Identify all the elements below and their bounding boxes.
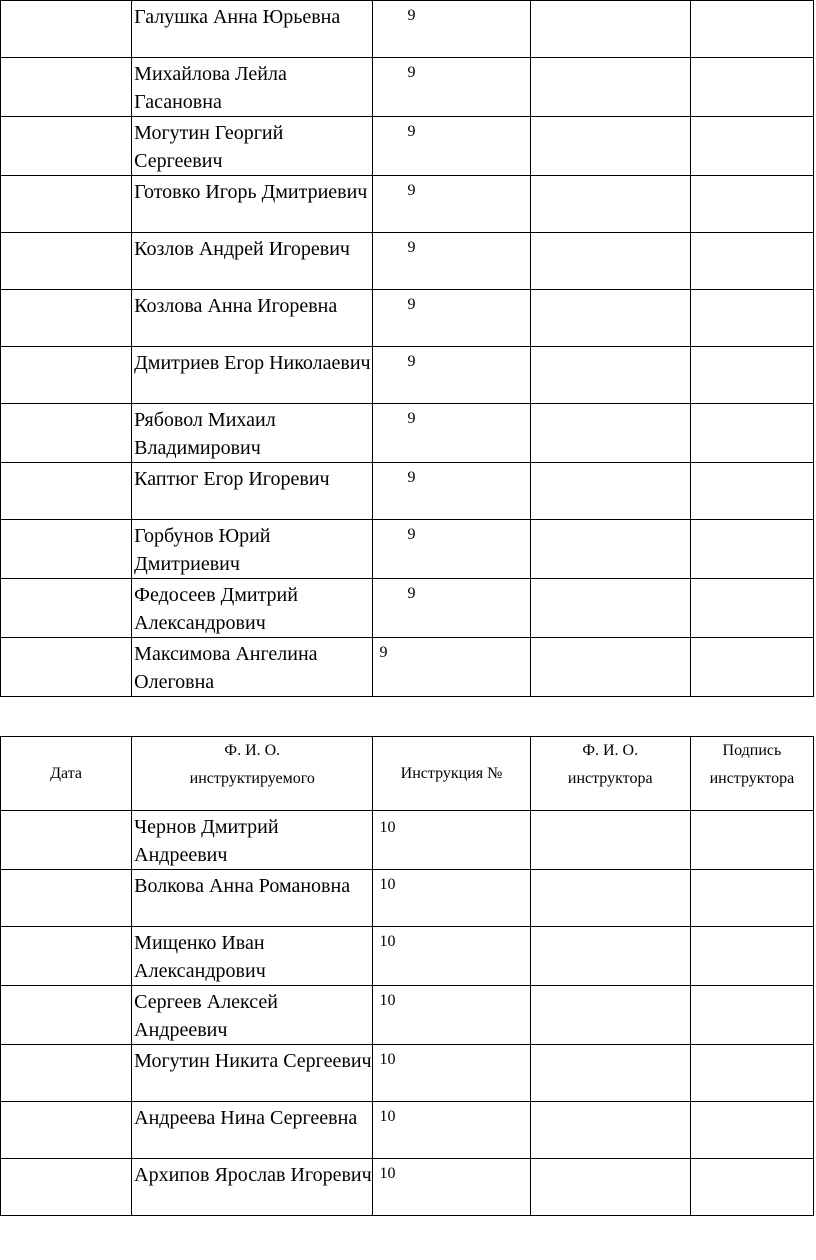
table-row xyxy=(1,986,814,1045)
table-row xyxy=(1,1,814,58)
instructor-cell xyxy=(530,1045,690,1102)
table-row xyxy=(1,870,814,927)
trainee-name-cell xyxy=(132,1159,373,1216)
trainee-name: Готовко Игорь Дмитриевич xyxy=(134,181,368,203)
trainee-name-cell xyxy=(132,520,373,579)
trainee-name: Козлова Анна Игоревна xyxy=(134,295,338,317)
instruction-number-cell xyxy=(373,986,530,1045)
instruction-number-cell xyxy=(373,233,530,290)
trainee-name-cell xyxy=(132,870,373,927)
trainee-name: Волкова Анна Романовна xyxy=(134,875,351,897)
date-cell xyxy=(1,811,132,870)
table-row xyxy=(1,290,814,347)
date-cell xyxy=(1,58,132,117)
trainee-name-cell xyxy=(132,1045,373,1102)
instruction-number-cell xyxy=(373,347,530,404)
instruction-number-cell xyxy=(373,1102,530,1159)
header-trainee-label: Ф. И. О. инструктируемого xyxy=(189,742,315,787)
instruction-number-cell xyxy=(373,1,530,58)
instructor-cell xyxy=(530,58,690,117)
instructor-cell xyxy=(530,1102,690,1159)
date-cell xyxy=(1,870,132,927)
signature-cell xyxy=(690,290,813,347)
instructor-cell xyxy=(530,520,690,579)
instruction-number: 9 xyxy=(407,585,416,602)
instruction-number-cell xyxy=(373,1159,530,1216)
instruction-number-cell xyxy=(373,176,530,233)
header-instructor-label: Ф. И. О. инструктора xyxy=(567,742,653,787)
trainee-name: Рябовол Михаил Владимирович xyxy=(134,409,276,459)
instruction-number-cell xyxy=(373,58,530,117)
signature-cell xyxy=(690,638,813,697)
instruction-number-cell xyxy=(373,870,530,927)
table-row xyxy=(1,638,814,697)
signature-cell xyxy=(690,927,813,986)
instruction-number: 9 xyxy=(407,410,416,427)
table-row xyxy=(1,927,814,986)
trainee-name: Чернов Дмитрий Андреевич xyxy=(134,816,279,866)
signature-cell xyxy=(690,870,813,927)
instruction-number: 10 xyxy=(379,819,396,836)
date-cell xyxy=(1,117,132,176)
instructor-cell xyxy=(530,1159,690,1216)
instruction-log-table-2 xyxy=(0,736,814,1216)
instructor-cell xyxy=(530,927,690,986)
date-cell xyxy=(1,520,132,579)
trainee-name: Федосеев Дмитрий Александрович xyxy=(134,584,298,634)
date-cell xyxy=(1,1,132,58)
table-row xyxy=(1,579,814,638)
instructor-cell xyxy=(530,811,690,870)
instruction-number: 10 xyxy=(379,1108,396,1125)
date-cell xyxy=(1,927,132,986)
trainee-name: Архипов Ярослав Игоревич xyxy=(134,1164,372,1186)
instructor-cell xyxy=(530,986,690,1045)
trainee-name-cell xyxy=(132,1,373,58)
instruction-number: 10 xyxy=(379,876,396,893)
trainee-name-cell xyxy=(132,233,373,290)
date-cell xyxy=(1,638,132,697)
trainee-name-cell xyxy=(132,176,373,233)
header-date xyxy=(1,737,132,811)
table-row xyxy=(1,233,814,290)
trainee-name: Сергеев Алексей Андреевич xyxy=(134,991,278,1041)
trainee-name-cell xyxy=(132,290,373,347)
instructor-cell xyxy=(530,347,690,404)
date-cell xyxy=(1,233,132,290)
table-row xyxy=(1,117,814,176)
date-cell xyxy=(1,579,132,638)
instruction-number: 10 xyxy=(379,1165,396,1182)
signature-cell xyxy=(690,347,813,404)
trainee-name: Андреева Нина Сергеевна xyxy=(134,1107,358,1129)
signature-cell xyxy=(690,1045,813,1102)
trainee-name-cell xyxy=(132,811,373,870)
instructor-cell xyxy=(530,870,690,927)
instructor-cell xyxy=(530,176,690,233)
trainee-name: Дмитриев Егор Николаевич xyxy=(134,352,371,374)
date-cell xyxy=(1,1045,132,1102)
trainee-name: Могутин Никита Сергеевич xyxy=(134,1050,372,1072)
instructor-cell xyxy=(530,638,690,697)
date-cell xyxy=(1,290,132,347)
table-row xyxy=(1,520,814,579)
instruction-number-cell xyxy=(373,520,530,579)
instruction-number: 9 xyxy=(407,296,416,313)
instruction-number: 10 xyxy=(379,1051,396,1068)
trainee-name-cell xyxy=(132,986,373,1045)
instruction-number-cell xyxy=(373,290,530,347)
instructor-cell xyxy=(530,404,690,463)
trainee-name-cell xyxy=(132,347,373,404)
trainee-name-cell xyxy=(132,1102,373,1159)
date-cell xyxy=(1,463,132,520)
instruction-number-cell xyxy=(373,811,530,870)
instruction-number: 9 xyxy=(407,469,416,486)
signature-cell xyxy=(690,176,813,233)
date-cell xyxy=(1,1102,132,1159)
table-row xyxy=(1,176,814,233)
trainee-name: Могутин Георгий Сергеевич xyxy=(134,122,284,172)
date-cell xyxy=(1,986,132,1045)
trainee-name: Максимова Ангелина Олеговна xyxy=(134,643,318,693)
table-header-row xyxy=(1,737,814,811)
signature-cell xyxy=(690,811,813,870)
instruction-number: 9 xyxy=(407,526,416,543)
table-row xyxy=(1,1159,814,1216)
trainee-name-cell xyxy=(132,117,373,176)
instruction-number: 9 xyxy=(407,64,416,81)
instruction-number: 10 xyxy=(379,933,396,950)
instruction-number-cell xyxy=(373,463,530,520)
instruction-number-cell xyxy=(373,117,530,176)
instruction-number: 9 xyxy=(379,644,388,661)
instruction-number-cell xyxy=(373,579,530,638)
signature-cell xyxy=(690,1159,813,1216)
header-signature-label: Подпись инструктора xyxy=(709,742,795,787)
instruction-number-cell xyxy=(373,404,530,463)
instructor-cell xyxy=(530,463,690,520)
table-row xyxy=(1,347,814,404)
trainee-name: Козлов Андрей Игоревич xyxy=(134,238,350,260)
date-cell xyxy=(1,404,132,463)
instructor-cell xyxy=(530,233,690,290)
instruction-number-cell xyxy=(373,638,530,697)
instruction-number: 9 xyxy=(407,123,416,140)
date-cell xyxy=(1,1159,132,1216)
trainee-name-cell xyxy=(132,927,373,986)
signature-cell xyxy=(690,579,813,638)
header-date-label: Дата xyxy=(50,764,83,782)
instruction-number: 9 xyxy=(407,239,416,256)
instruction-number: 9 xyxy=(407,182,416,199)
signature-cell xyxy=(690,58,813,117)
header-signature xyxy=(690,737,813,811)
trainee-name: Каптюг Егор Игоревич xyxy=(134,468,330,490)
trainee-name: Горбунов Юрий Дмитриевич xyxy=(134,525,271,575)
instruction-number: 9 xyxy=(407,7,416,24)
table-row xyxy=(1,463,814,520)
instructor-cell xyxy=(530,579,690,638)
date-cell xyxy=(1,176,132,233)
instructor-cell xyxy=(530,117,690,176)
trainee-name-cell xyxy=(132,638,373,697)
signature-cell xyxy=(690,986,813,1045)
signature-cell xyxy=(690,1,813,58)
table-row xyxy=(1,811,814,870)
header-trainee xyxy=(132,737,373,811)
table-row xyxy=(1,1102,814,1159)
instruction-number: 10 xyxy=(379,992,396,1009)
instruction-number: 9 xyxy=(407,353,416,370)
trainee-name: Михайлова Лейла Гасановна xyxy=(134,63,287,113)
signature-cell xyxy=(690,520,813,579)
signature-cell xyxy=(690,463,813,520)
instructor-cell xyxy=(530,290,690,347)
header-instruction xyxy=(373,737,530,811)
instruction-number-cell xyxy=(373,1045,530,1102)
header-instructor xyxy=(530,737,690,811)
signature-cell xyxy=(690,1102,813,1159)
signature-cell xyxy=(690,233,813,290)
trainee-name: Мищенко Иван Александрович xyxy=(134,932,266,982)
instruction-number-cell xyxy=(373,927,530,986)
instructor-cell xyxy=(530,1,690,58)
signature-cell xyxy=(690,117,813,176)
trainee-name-cell xyxy=(132,58,373,117)
trainee-name-cell xyxy=(132,404,373,463)
trainee-name: Галушка Анна Юрьевна xyxy=(134,6,341,28)
trainee-name-cell xyxy=(132,463,373,520)
header-instruction-label: Инструкция № xyxy=(400,764,503,782)
table-row xyxy=(1,404,814,463)
trainee-name-cell xyxy=(132,579,373,638)
date-cell xyxy=(1,347,132,404)
signature-cell xyxy=(690,404,813,463)
table-row xyxy=(1,58,814,117)
table-row xyxy=(1,1045,814,1102)
